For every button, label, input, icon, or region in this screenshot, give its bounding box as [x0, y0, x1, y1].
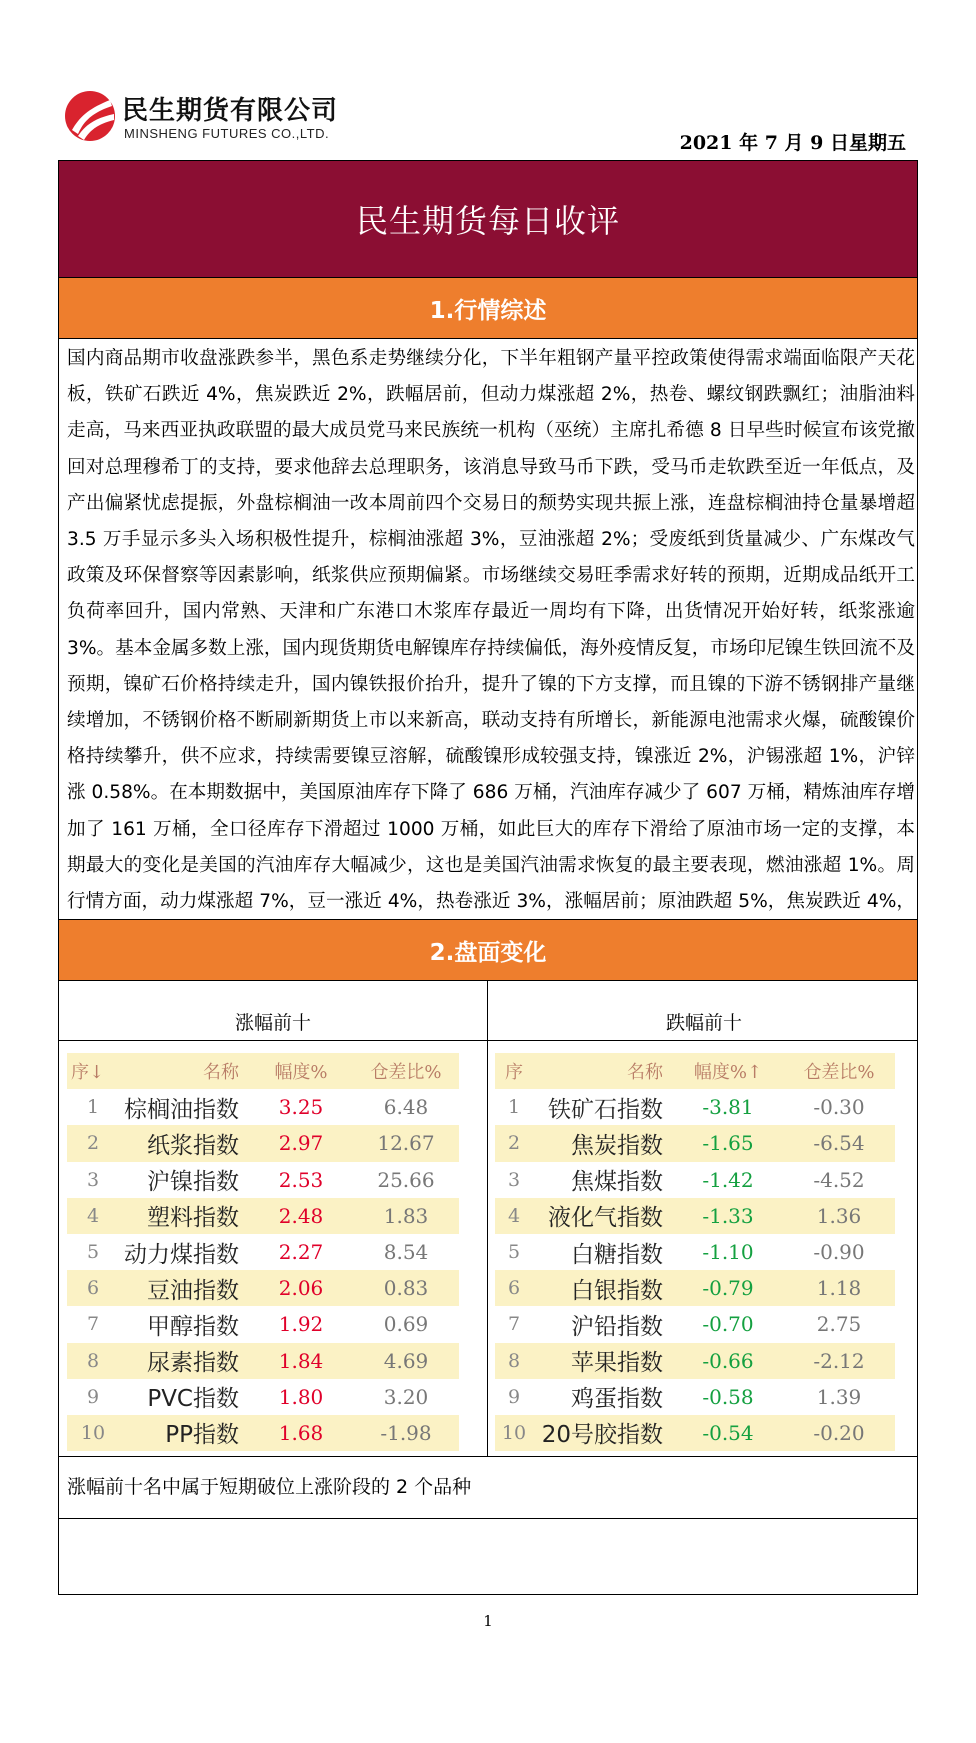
section-market-overview-title: 1.行情综述: [59, 277, 917, 339]
losers-header-row: [495, 1053, 895, 1089]
losers-rank-index: 4: [495, 1198, 533, 1234]
company-name-cn: 民生期货有限公司: [122, 96, 339, 126]
gainers-oi-change-ratio: 12.67: [353, 1125, 459, 1161]
column-divider: [487, 981, 488, 1456]
losers-header-change[interactable]: 幅度%↑: [673, 1053, 783, 1089]
losers-header-name[interactable]: 名称: [533, 1053, 673, 1089]
gainers-oi-change-ratio: 4.69: [353, 1343, 459, 1379]
gainers-oi-change-ratio: 3.20: [383, 1384, 429, 1409]
gainers-contract-name: 动力煤指数: [124, 1241, 239, 1268]
losers-row[interactable]: [495, 1270, 895, 1306]
gainers-oi-change-ratio: 1.83: [353, 1198, 459, 1234]
losers-change-percent: -1.10: [702, 1240, 754, 1265]
losers-header-index[interactable]: 序: [495, 1053, 533, 1089]
losers-oi-change-ratio: 1.18: [783, 1270, 895, 1306]
gainers-change-percent: 2.06: [249, 1270, 353, 1306]
gainers-row[interactable]: [67, 1162, 459, 1198]
gainers-rank-index: 10: [67, 1415, 119, 1451]
losers-contract-name: 白糖指数: [571, 1241, 663, 1268]
losers-oi-change-ratio: -0.90: [813, 1240, 865, 1265]
gainers-rank-index: 4: [67, 1198, 119, 1234]
gainers-header-index[interactable]: 序↓: [67, 1053, 119, 1089]
losers-row[interactable]: [495, 1198, 895, 1234]
losers-rank-index: 9: [507, 1385, 521, 1408]
losers-oi-change-ratio: -4.52: [813, 1167, 865, 1192]
section-board-changes-title: 2.盘面变化: [59, 919, 917, 981]
losers-change-percent: -0.79: [673, 1270, 783, 1306]
gainers-oi-change-ratio: 0.69: [383, 1312, 429, 1337]
market-overview-text: 国内商品期市收盘涨跌参半，黑色系走势继续分化，下半年粗钢产量平控政策使得需求端面临限产天花板，铁矿石跌近 4%，焦炭跌近 2%，跌幅居前，但动力煤涨超 2%，热卷、螺纹钢跌飘红；油脂油料走高，马来西亚执政联盟的最大成员党马来民族统一机构（巫统）主席扎希德 8 日早些时候宣布该党撤回对总理穆希丁的支持，要求他辞去总理职务，该消息导致马币下跌，受马币走软跌至近一年低点，及产出偏紧忧虑提振，外盘棕榈油一改本周前四个交易日的颓势实现共振上涨，连盘棕榈油持仓量暴增超 3.5 万手显示多头入场积极性提升，棕榈油涨超 3%，豆油涨超 2%；受废纸到货量减少、广东煤改气政策及环保督察等因素影响，纸浆供应预期偏紧。市场继续交易旺季需求好转的预期，近期成品纸开工负荷率回升，国内常熟、天津和广东港口木浆库存最近一周均有下降，出货情况开始好转，纸浆涨逾 3%。基本金属多数上涨，国内现货期货电解镍库存持续偏低，海外疫情反复，市场印尼镍生铁回流不及预期，镍矿石价格持续走升，国内镍铁报价抬升，提升了镍的下方支撑，而且镍的下游不锈钢排产量继续增加，不锈钢价格不断刷新期货上市以来新高，联动支持有所增长，新能源电池需求火爆，硫酸镍价格持续攀升，供不应求，持续需要镍豆溶解，硫酸镍形成较强支持，镍涨近 2%，沪锡涨超 1%，沪锌涨 0.58%。在本期数据中，美国原油库存下降了 686 万桶，汽油库存减少了 607 万桶，精炼油库存增加了 161 万桶，全口径库存下滑超过 1000 万桶，如此巨大的库存下滑给了原油市场一定的支撑，本期最大的变化是美国的汽油库存大幅减少，这也是美国汽油需求恢复的最主要表现，燃油涨超 1%。周行情方面，动力煤涨超 7%，豆一涨近 4%，热卷涨近 3%，涨幅居前；原油跌超 5%，焦炭跌近 4%，: [67, 348, 915, 913]
gainers-change-percent: 2.48: [249, 1198, 353, 1234]
losers-change-percent: -1.42: [702, 1167, 754, 1192]
gainers-oi-change-ratio: 6.48: [383, 1095, 429, 1120]
losers-row[interactable]: [495, 1343, 895, 1379]
losers-contract-name: 焦煤指数: [571, 1169, 663, 1196]
gainers-contract-name: PP指数: [119, 1415, 249, 1451]
losers-row[interactable]: [495, 1415, 895, 1451]
gainers-rank-index: 6: [67, 1270, 119, 1306]
column-header-divider: [59, 1040, 917, 1041]
gainers-oi-change-ratio: 0.83: [353, 1270, 459, 1306]
losers-row[interactable]: [495, 1306, 895, 1342]
company-name-en: MINSHENG FUTURES CO.,LTD.: [124, 126, 330, 141]
losers-rank-index: 8: [495, 1343, 533, 1379]
gainers-contract-name: 尿素指数: [119, 1343, 249, 1379]
losers-contract-name: 沪铅指数: [571, 1313, 663, 1340]
losers-row[interactable]: [495, 1125, 895, 1161]
losers-change-percent: -0.54: [673, 1415, 783, 1451]
gainers-header-change[interactable]: 幅度%: [249, 1053, 353, 1089]
gainers-oi-change-ratio: -1.98: [353, 1415, 459, 1451]
losers-rank-index: 5: [507, 1241, 521, 1264]
losers-rank-index: 2: [495, 1125, 533, 1161]
gainers-title: 涨幅前十: [234, 1012, 311, 1034]
losers-change-percent: -0.58: [702, 1384, 754, 1409]
gainers-contract-name: 甲醇指数: [147, 1313, 239, 1340]
losers-contract-name: 苹果指数: [533, 1343, 673, 1379]
gainers-rank-index: 1: [86, 1096, 100, 1119]
losers-change-percent: -3.81: [702, 1095, 754, 1120]
losers-contract-name: 铁矿石指数: [548, 1096, 663, 1123]
gainers-change-percent: 1.68: [249, 1415, 353, 1451]
gainers-change-percent: 2.97: [249, 1125, 353, 1161]
gainers-oi-change-ratio: 25.66: [377, 1167, 435, 1192]
losers-oi-change-ratio: 2.75: [816, 1312, 862, 1337]
page-number: 1: [483, 1612, 493, 1630]
gainers-oi-change-ratio: 8.54: [383, 1240, 429, 1265]
losers-row[interactable]: [495, 1162, 895, 1198]
gainers-row[interactable]: [67, 1306, 459, 1342]
gainers-row[interactable]: [67, 1125, 459, 1161]
gainers-header-name[interactable]: 名称: [119, 1053, 249, 1089]
gainers-rank-index: 2: [67, 1125, 119, 1161]
gainers-change-percent: 2.53: [278, 1167, 324, 1192]
losers-contract-name: 20号胶指数: [533, 1415, 673, 1451]
gainers-row[interactable]: [67, 1089, 459, 1125]
losers-oi-change-ratio: 1.36: [783, 1198, 895, 1234]
losers-change-percent: -1.33: [673, 1198, 783, 1234]
report-title: 民生期货每日收评: [59, 161, 917, 277]
losers-row[interactable]: [495, 1089, 895, 1125]
report-date: 2021 年 7 月 9 日星期五: [679, 132, 906, 154]
gainers-rank-index: 3: [86, 1168, 100, 1191]
logo-mark-icon: [64, 86, 118, 146]
gainers-rank-index: 7: [86, 1313, 100, 1336]
losers-change-percent: -0.66: [673, 1343, 783, 1379]
gainers-change-percent: 1.92: [278, 1312, 324, 1337]
breakout-note: 涨幅前十名中属于短期破位上涨阶段的 2 个品种: [67, 1476, 472, 1498]
losers-oi-change-ratio: 1.39: [816, 1384, 862, 1409]
losers-change-percent: -1.65: [673, 1125, 783, 1161]
report-frame: [58, 160, 918, 1595]
losers-rank-index: 6: [495, 1270, 533, 1306]
losers-rank-index: 3: [507, 1168, 521, 1191]
losers-oi-change-ratio: -2.12: [783, 1343, 895, 1379]
company-logo: [64, 86, 364, 152]
gainers-contract-name: 豆油指数: [119, 1270, 249, 1306]
note-divider: [59, 1518, 917, 1519]
gainers-change-percent: 2.27: [278, 1240, 324, 1265]
gainers-header-oi[interactable]: 仓差比%: [353, 1053, 459, 1089]
gainers-rank-index: 9: [86, 1385, 100, 1408]
gainers-change-percent: 1.84: [249, 1343, 353, 1379]
gainers-contract-name: 棕榈油指数: [124, 1096, 239, 1123]
gainers-contract-name: 纸浆指数: [119, 1125, 249, 1161]
losers-contract-name: 鸡蛋指数: [571, 1386, 663, 1413]
losers-contract-name: 焦炭指数: [533, 1125, 673, 1161]
gainers-contract-name: 塑料指数: [119, 1198, 249, 1234]
losers-row[interactable]: [495, 1379, 895, 1415]
losers-header-oi[interactable]: 仓差比%: [783, 1053, 895, 1089]
gainers-contract-name: 沪镍指数: [147, 1169, 239, 1196]
gainers-row[interactable]: [67, 1198, 459, 1234]
gainers-row[interactable]: [67, 1343, 459, 1379]
losers-oi-change-ratio: -6.54: [783, 1125, 895, 1161]
losers-title: 跌幅前十: [665, 1012, 742, 1034]
losers-contract-name: 白银指数: [533, 1270, 673, 1306]
gainers-rank-index: 8: [67, 1343, 119, 1379]
losers-contract-name: 液化气指数: [533, 1198, 673, 1234]
gainers-header-row: [67, 1053, 459, 1089]
losers-row[interactable]: [495, 1234, 895, 1270]
losers-rank-index: 10: [495, 1415, 533, 1451]
losers-change-percent: -0.70: [702, 1312, 754, 1337]
gainers-change-percent: 3.25: [278, 1095, 324, 1120]
gainers-row[interactable]: [67, 1234, 459, 1270]
losers-oi-change-ratio: -0.20: [783, 1415, 895, 1451]
gainers-rank-index: 5: [86, 1241, 100, 1264]
losers-rank-index: 7: [507, 1313, 521, 1336]
gainers-row[interactable]: [67, 1379, 459, 1415]
gainers-row[interactable]: [67, 1415, 459, 1451]
losers-rank-index: 1: [507, 1096, 521, 1119]
gainers-row[interactable]: [67, 1270, 459, 1306]
gainers-table: [67, 1053, 459, 1451]
gainers-contract-name: PVC指数: [147, 1386, 239, 1413]
losers-oi-change-ratio: -0.30: [813, 1095, 865, 1120]
gainers-change-percent: 1.80: [278, 1384, 324, 1409]
losers-table: [495, 1053, 895, 1451]
